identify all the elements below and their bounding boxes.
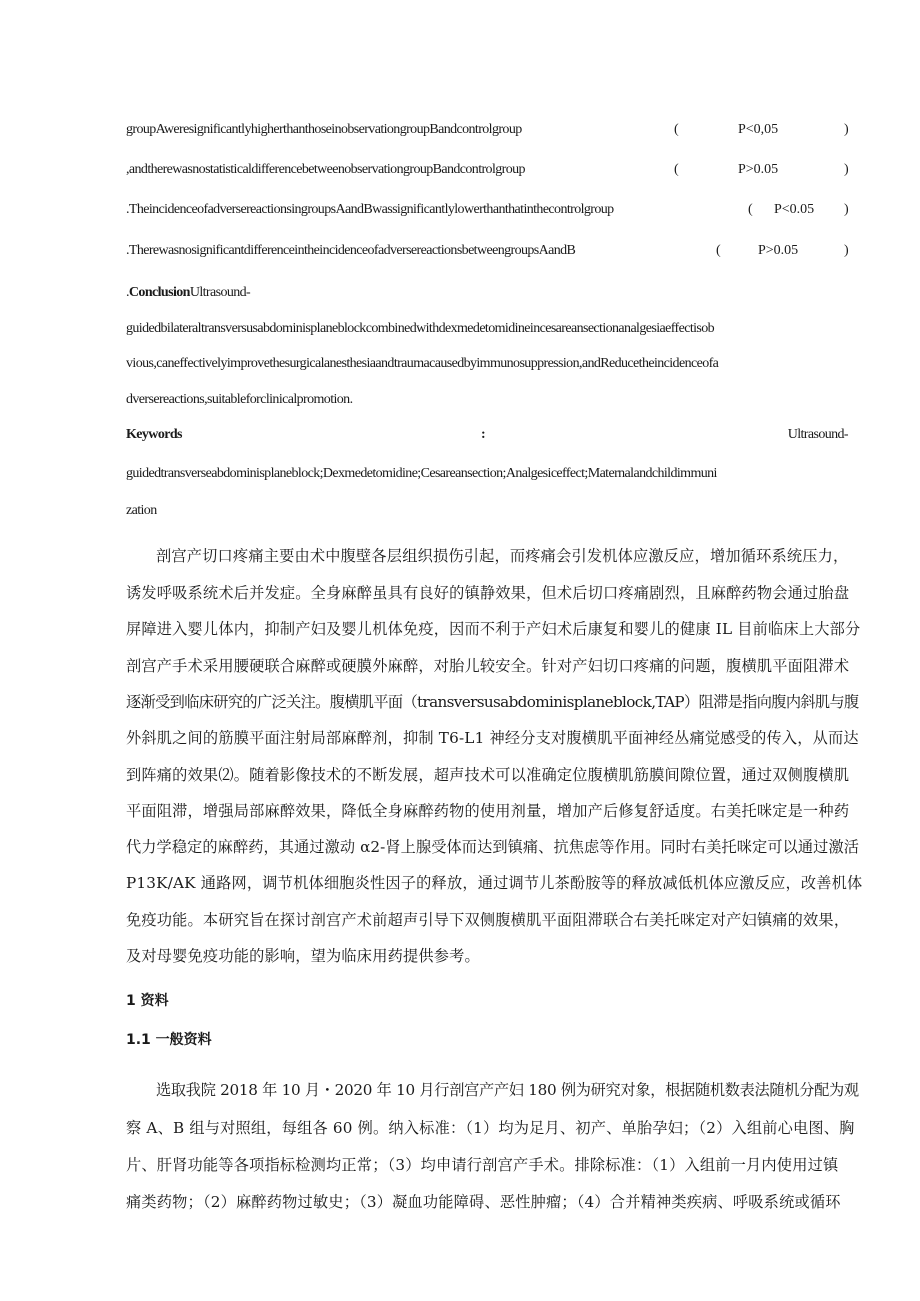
p-value: P<0,05	[738, 122, 779, 137]
keywords-colon: :	[481, 427, 486, 442]
conclusion-line: dversereactions,suitableforclinicalpromotion.	[126, 392, 353, 407]
abstract-text: .TherewasnosignificantdifferenceintheincidenceofadversereactionsbetweengroupsAandB	[126, 243, 576, 258]
materials-line: 选取我院 2018 年 10 月・2020 年 10 月行剖宫产产妇 180 例为研究对象，根据随机数表法随机分配为观	[156, 1081, 859, 1099]
section-heading: 1 资料	[126, 993, 169, 1009]
conclusion-label: Conclusion	[128, 285, 190, 300]
conclusion-prefix: .	[126, 285, 129, 300]
keywords-first: Ultrasound-	[787, 427, 848, 442]
keywords-line: zation	[126, 503, 157, 518]
conclusion-first-line	[126, 284, 848, 302]
close-paren: )	[843, 202, 848, 217]
abstract-line	[126, 122, 848, 140]
intro-line: 剖宫产切口疼痛主要由术中腹壁各层组织损伤引起，而疼痛会引发机体应激反应，增加循环系统压力，	[156, 547, 849, 565]
subsection-heading: 1.1 一般资料	[126, 1032, 212, 1048]
materials-line: 察 A、B 组与对照组，每组各 60 例。纳入标准：（1）均为足月、初产、单胎孕妇；（2）入组前心电图、胸	[126, 1119, 855, 1137]
intro-line: 及对母婴免疫功能的影响，望为临床用药提供参考。	[126, 947, 480, 965]
open-paren: (	[748, 202, 753, 217]
close-paren: )	[843, 122, 848, 137]
intro-line: 屏障进入婴儿体内，抑制产妇及婴儿机体免疫，因而不利于产妇术后康复和婴儿的健康 IL 目前临床上大部分	[126, 620, 861, 638]
intro-line: 代力学稳定的麻醉药，其通过激动 α2-肾上腺受体而达到镇痛、抗焦虑等作用。同时右美托咪定可以通过激活	[126, 838, 860, 856]
abstract-line	[126, 202, 848, 220]
keywords-label: Keywords	[126, 427, 182, 442]
close-paren: )	[843, 162, 848, 177]
intro-line: 剖宫产手术采用腰硬联合麻醉或硬膜外麻醉，对胎儿较安全。针对产妇切口疼痛的问题，腹横肌平面阻滞术	[126, 657, 850, 675]
conclusion-line: vious,caneffectivelyimprovethesurgicalanesthesiaandtraumacausedbyimmunosuppression,andReducetheincidenceofa	[126, 356, 719, 371]
close-paren: )	[843, 243, 848, 258]
conclusion-text: Ultrasound-	[189, 285, 251, 300]
intro-line: 到阵痛的效果⑵。随着影像技术的不断发展，超声技术可以准确定位腹横肌筋膜间隙位置，通过双侧腹横肌	[126, 766, 850, 784]
abstract-line	[126, 243, 848, 261]
intro-line: 诱发呼吸系统术后并发症。全身麻醉虽具有良好的镇静效果，但术后切口疼痛剧烈，且麻醉药物会通过胎盘	[126, 584, 850, 602]
intro-line: 免疫功能。本研究旨在探讨剖宫产术前超声引导下双侧腹横肌平面阻滞联合右美托咪定对产妇镇痛的效果，	[126, 911, 850, 929]
intro-line: P13K/AK 通路网，调节机体细胞炎性因子的释放，通过调节儿茶酚胺等的释放减低机体应激反应，改善机体	[126, 874, 863, 892]
open-paren: (	[674, 162, 679, 177]
open-paren: (	[674, 122, 679, 137]
abstract-text: groupAweresignificantlyhigherthanthoseinobservationgroupBandcontrolgroup	[126, 122, 522, 137]
conclusion-line: guidedbilateraltransversusabdominisplaneblockcombinedwithdexmedetomidineincesareansectionanalgesiaeffectisob	[126, 321, 715, 336]
materials-line: 痛类药物；（2）麻醉药物过敏史；（3）凝血功能障碍、恶性肿瘤；（4）合并精神类疾病、呼吸系统或循环	[126, 1193, 841, 1211]
open-paren: (	[716, 243, 721, 258]
intro-line: 平面阻滞，增强局部麻醉效果，降低全身麻醉药物的使用剂量，增加产后修复舒适度。右美托咪定是一种药	[126, 802, 850, 820]
intro-line: 逐渐受到临床研究的广泛关注。腹横肌平面（transversusabdominisplaneblock,TAP）阻滞是指向腹内斜肌与腹	[126, 693, 859, 711]
abstract-text: .TheincidenceofadversereactionsingroupsAandBwassignificantlylowerthanthatinthecontrolgroup	[126, 202, 614, 217]
abstract-line	[126, 162, 848, 180]
p-value: P<0.05	[774, 202, 815, 217]
keywords-line: guidedtransverseabdominisplaneblock;Dexmedetomidine;Cesareansection;Analgesiceffect;Maternalandchildimmuni	[126, 466, 717, 481]
p-value: P>0.05	[758, 243, 799, 258]
abstract-text: ,andtherewasnostatisticaldifferencebetweenobservationgroupBandcontrolgroup	[126, 162, 525, 177]
intro-line: 外斜肌之间的筋膜平面注射局部麻醉剂，抑制 T6-L1 神经分支对腹横肌平面神经丛痛觉感受的传入，从而达	[126, 729, 859, 747]
keywords-first-line	[126, 427, 848, 445]
materials-line: 片、肝肾功能等各项指标检测均正常；（3）均申请行剖宫产手术。排除标准：（1）入组前一月内使用过镇	[126, 1156, 839, 1174]
p-value: P>0.05	[738, 162, 779, 177]
